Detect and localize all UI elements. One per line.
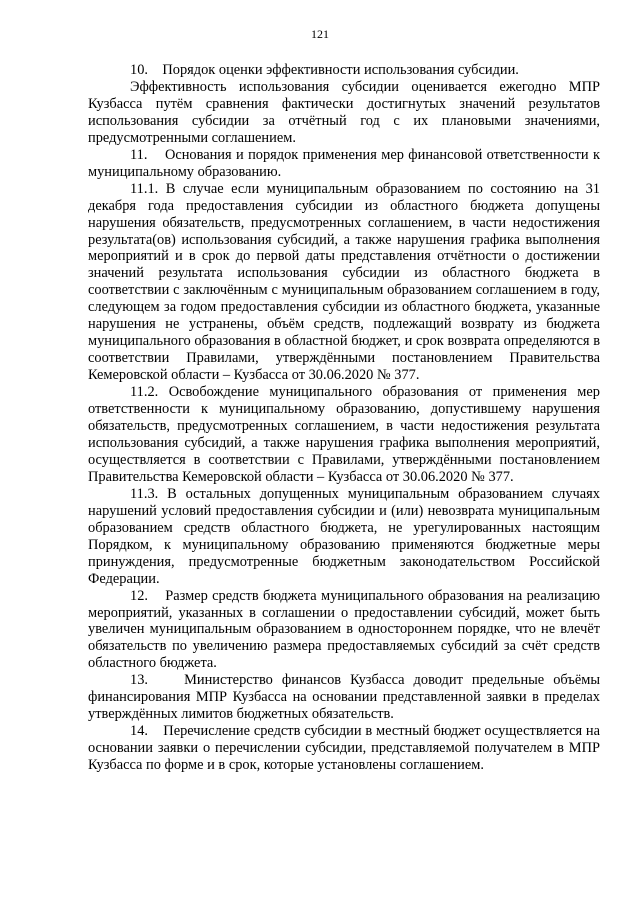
- document-body: [88, 62, 600, 774]
- paragraph-13: 13. Министерство финансов Кузбасса доводит предельные объёмы финансирования МПР Кузбасса на основании представленной заявки в пределах утверждённых лимитов бюджетных обязательств.: [88, 672, 600, 723]
- paragraph-11-heading: 11. Основания и порядок применения мер финансовой ответственности к муниципальному образованию.: [88, 146, 600, 180]
- page-number: 121: [311, 27, 329, 41]
- paragraph-10-heading: 10. Порядок оценки эффективности использования субсидии.: [130, 62, 519, 78]
- paragraph-11-3: 11.3. В остальных допущенных муниципальным образованием случаях нарушений условий предоставления субсидии и (или) невозврата муниципальным образованием средств областного бюджета, не урегулированных настоящим Порядком, к муниципальному образованию применяются бюджетные меры принуждения, предусмотренные бюджетным законодательством Российской Федерации.: [88, 485, 600, 587]
- paragraph-14: 14. Перечисление средств субсидии в местный бюджет осуществляется на основании заявки о перечислении субсидии, представляемой получателем в МПР Кузбасса по форме и в срок, которые установлены соглашением.: [88, 723, 600, 774]
- paragraph-11-2: 11.2. Освобождение муниципального образования от применения мер ответственности к муниципальному образованию, допустившему нарушения обязательств, предусмотренных соглашением, в части недостижения результата использования субсидий, а также нарушения графика выполнения мероприятий, осуществляется в соответствии с Правилами, утверждёнными постановлением Правительства Кемеровской области – Кузбасса от 30.06.2020 № 377.: [88, 384, 600, 485]
- paragraph-12: 12. Размер средств бюджета муниципального образования на реализацию мероприятий, указанных в соглашении о предоставлении субсидий, может быть увеличен муниципальным образованием в одностороннем порядке, что не влечёт обязательств по увеличению размера предоставляемых субсидий за счёт средств областного бюджета.: [88, 587, 600, 672]
- paragraph-10-text: Эффективность использования субсидии оценивается ежегодно МПР Кузбасса путём сравнения фактически достигнутых значений результатов использования субсидии за отчётный год с их плановыми значениями, предусмотренными соглашением.: [88, 78, 600, 146]
- paragraph-11-1: 11.1. В случае если муниципальным образованием по состоянию на 31 декабря года предоставления субсидии из областного бюджета допущены нарушения обязательств, предусмотренных соглашением, в части недостижения результата(ов) использования субсидий, а также нарушения графика выполнения мероприятий и в срок до первой даты представления отчётности о достижении значений результата использования субсидии из областного бюджета в соответствии с заключённым с муниципальным образованием соглашением в году, следующем за годом предоставления субсидии из областного бюджета, указанные нарушения не устранены, объём средств, подлежащий возврату из бюджета муниципального образования в областной бюджет, и срок возврата определяются в соответствии Правилами, утверждёнными постановлением Правительства Кемеровской области – Кузбасса от 30.06.2020 № 377.: [88, 180, 600, 384]
